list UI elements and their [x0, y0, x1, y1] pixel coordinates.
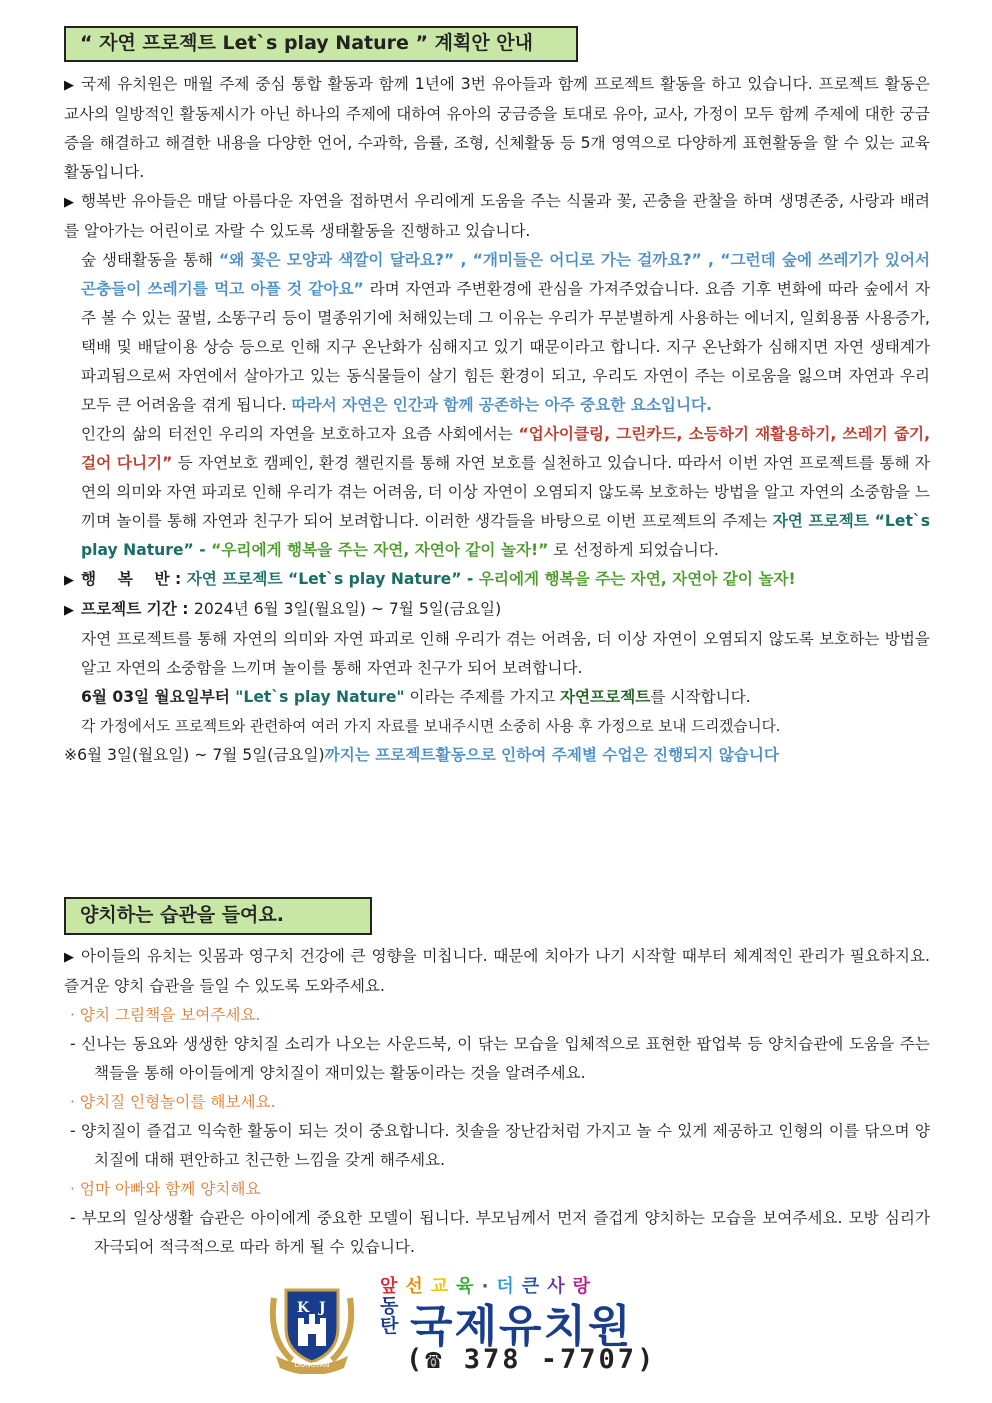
- tip-body: - 양치질이 즐겁고 익숙한 활동이 되는 것이 중요합니다. 칫솔을 장난감처럼 가지고 놀 수 있게 제공하고 인형의 이를 닦으며 양치질에 대해 편안하고 친근한 느낌을 갖게 해주세요.: [70, 1122, 930, 1169]
- brushing-body: [64, 942, 930, 1262]
- slogan-char: 큰: [521, 1276, 548, 1297]
- phone-number: (☎ 378 -7707): [406, 1344, 657, 1375]
- section-title-brushing: 양치하는 습관을 들여요.: [64, 897, 372, 935]
- tip-heading: · 양치질 인형놀이를 해보세요.: [70, 1093, 276, 1111]
- project-topic: 자연 프로젝트 “Let`s play Nature” -: [81, 512, 930, 559]
- period-line: ▶ 프로젝트 기간 : 2024년 6월 3일(월요일) ~ 7월 5일(금요일): [64, 595, 930, 625]
- emblem-k: K: [297, 1300, 310, 1316]
- bullet-icon: ▶: [64, 603, 74, 618]
- slogan-char: 교: [430, 1276, 457, 1297]
- project-slogan: “우리에게 행복을 주는 자연, 자연아 같이 놀자!”: [211, 541, 549, 559]
- paragraph-materials: 각 가정에서도 프로젝트와 관련하여 여러 가지 자료를 보내주시면 소중히 사용 후 가정으로 보내 드리겠습니다.: [81, 718, 781, 735]
- tip-heading: · 양치 그림책을 보여주세요.: [70, 1006, 261, 1024]
- children-questions: “왜 꽃은 모양과 색깔이 달라요?” , “개미들은 어디로 가는 걸까요?” , “그런데 숲에 쓰레기가 있어서 곤충들이 쓰레기를 먹고 아플 것 같아요”: [81, 251, 930, 298]
- bullet-icon: ▶: [64, 950, 74, 965]
- paragraph-intro: ▶ 국제 유치원은 매월 주제 중심 통합 활동과 함께 1년에 3번 유아들과 함께 프로젝트 활동을 하고 있습니다. 프로젝트 활동은 교사의 일방적인 활동제시가 아닌 하나의 주제에 대하여 유아의 궁금증을 토대로 유아, 교사, 가정이 모두 함께 주제에 대한 궁금증을 해결하고 해결한 내용을 다양한 언어, 수과학, 음률, 조형, 신체활동 등 5개 영역으로 다양하게 표현활동을 할 수 있는 교육 활동입니다.: [64, 70, 930, 187]
- tip-body: - 부모의 일상생활 습관은 아이에게 중요한 모델이 됩니다. 부모님께서 먼저 즐겁게 양치하는 모습을 보여주세요. 모방 심리가 자극되어 적극적으로 따라 하게 될 수 있습니다.: [70, 1209, 930, 1256]
- slogan-char: 선: [405, 1276, 431, 1297]
- bullet-icon: ▶: [64, 573, 74, 588]
- kindergarten-name: 국제유치원: [410, 1301, 633, 1352]
- bullet-icon: ▶: [64, 78, 74, 93]
- kindergarten-emblem-icon: [262, 1278, 362, 1374]
- emblem-j: J: [319, 1300, 326, 1316]
- paragraph-class-activity: ▶ 행복반 유아들은 매달 아름다운 자연을 접하면서 우리에게 도움을 주는 식물과 꽃, 곤충을 관찰을 하며 생명존중, 사랑과 배려를 알아가는 어린이로 자랄 수 있도록 생태활동을 진행하고 있습니다.: [64, 187, 930, 246]
- brushing-intro: ▶ 아이들의 유치는 잇몸과 영구치 건강에 큰 영향을 미칩니다. 때문에 치아가 나기 시작할 때부터 체계적인 관리가 필요하지요. 즐거운 양치 습관을 들일 수 있도록 도와주세요.: [64, 942, 930, 1001]
- paragraph-purpose: 자연 프로젝트를 통해 자연의 의미와 자연 파괴로 인해 우리가 겪는 어려움, 더 이상 자연이 오염되지 않도록 보호하는 방법을 알고 자연의 소중함을 느끼며 놀이를 통해 자연과 친구가 되어 보려합니다.: [81, 630, 930, 677]
- section-title-project: “ 자연 프로젝트 Let`s play Nature ” 계획안 안내: [64, 26, 578, 62]
- slogan-char: 랑: [572, 1276, 598, 1297]
- paragraph-start: 6월 03일 월요일부터 "Let`s play Nature" 이라는 주제를 가지고 자연프로젝트를 시작합니다.: [81, 688, 751, 706]
- project-period: 2024년 6월 3일(월요일) ~ 7월 5일(금요일): [193, 600, 502, 618]
- notice-line: ※6월 3일(월요일) ~ 7월 5일(금요일)까지는 프로젝트활동으로 인하여 주제별 수업은 진행되지 않습니다: [64, 746, 779, 764]
- slogan-char: 더: [496, 1276, 522, 1297]
- project-body: [64, 70, 930, 770]
- paragraph-forest: 숲 생태활동을 통해 “왜 꽃은 모양과 색깔이 달라요?” , “개미들은 어디로 가는 걸까요?” , “그런데 숲에 쓰레기가 있어서 곤충들이 쓰레기를 먹고 아플 것 같아요” 라며 자연과 주변환경에 관심을 가져주었습니다. 요즘 기후 변화에 따라 숲에서 자주 볼 수 있는 꿀벌, 소똥구리 등이 멸종위기에 처해있는데 그 이유는 우리가 무분별하게 사용하는 에너지, 일회용품 사용증가, 택배 및 배달이용 상승 등으로 인해 지구 온난화가 심해지고 있기 때문이라고 합니다. 지구 온난화가 심해지면 자연 생태계가 파괴됨으로써 자연에서 살아가고 있는 동식물들이 살기 힘든 환경이 되고, 우리도 자연이 주는 이로움을 잃으며 자연과 우리 모두 큰 어려움을 겪게 됩니다. 따라서 자연은 인간과 함께 공존하는 아주 중요한 요소입니다.: [81, 251, 930, 414]
- emblem-ribbon: DONGTAN: [294, 1361, 330, 1369]
- bullet-icon: ▶: [64, 195, 74, 210]
- campaign-list: “업사이클링, 그린카드, 소등하기 재활용하기, 쓰레기 줍기, 걸어 다니기”: [81, 425, 930, 472]
- slogan-char: 사: [547, 1276, 573, 1297]
- slogan-char: 앞: [380, 1276, 406, 1297]
- slogan-char: ·: [481, 1276, 497, 1297]
- key-statement: 따라서 자연은 인간과 함께 공존하는 아주 중요한 요소입니다.: [291, 396, 713, 414]
- slogan-char: 육: [456, 1276, 482, 1297]
- tip-body: - 신나는 동요와 생생한 양치질 소리가 나오는 사운드북, 이 닦는 모습을 입체적으로 표현한 팝업북 등 양치습관에 도움을 주는 책들을 통해 아이들에게 양치질이 재미있는 활동이라는 것을 알려주세요.: [70, 1035, 930, 1082]
- class-line: ▶ 행 복 반 : 자연 프로젝트 “Let`s play Nature” - 우리에게 행복을 주는 자연, 자연아 같이 놀자!: [64, 565, 930, 595]
- tip-heading: · 엄마 아빠와 함께 양치해요: [70, 1180, 261, 1198]
- paragraph-campaign: 인간의 삶의 터전인 우리의 자연을 보호하고자 요즘 사회에서는 “업사이클링, 그린카드, 소등하기 재활용하기, 쓰레기 줍기, 걸어 다니기” 등 자연보호 캠페인, 환경 챌린지를 통해 자연 보호를 실천하고 있습니다. 따라서 이번 자연 프로젝트를 통해 자연의 의미와 자연 파괴로 인해 우리가 겪는 어려움, 더 이상 자연이 오염되지 않도록 보호하는 방법을 알고 자연의 소중함을 느끼며 놀이를 통해 자연과 친구가 되어 보려합니다. 이러한 생각들을 바탕으로 이번 프로젝트의 주제는 자연 프로젝트 “Let`s play Nature” - “우리에게 행복을 주는 자연, 자연아 같이 놀자!” 로 선정하게 되었습니다.: [81, 425, 930, 559]
- location-label: 동 탄: [380, 1295, 399, 1337]
